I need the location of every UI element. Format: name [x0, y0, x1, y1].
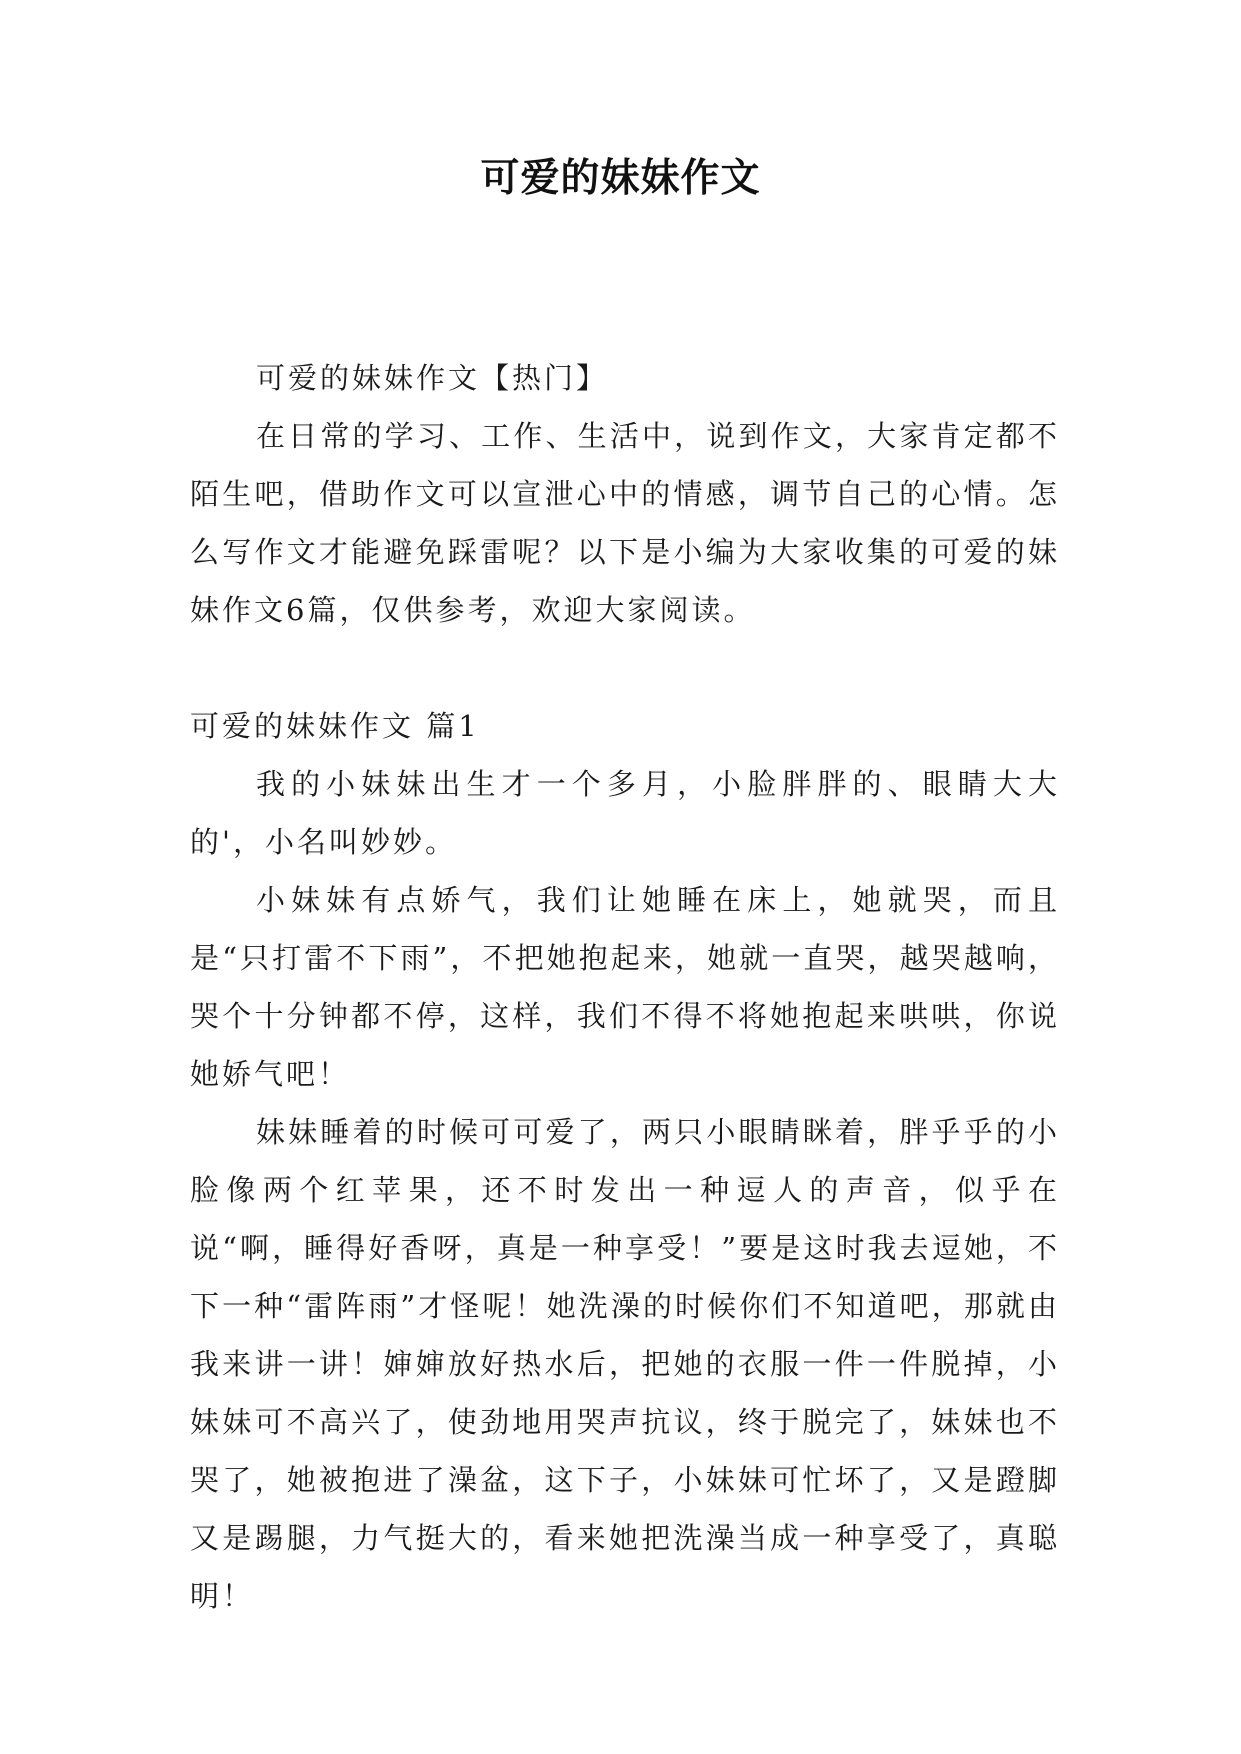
intro-paragraph: 在日常的学习、工作、生活中，说到作文，大家肯定都不陌生吧，借助作文可以宣泄心中的情感，调节自己的心情。怎么写作文才能避免踩雷呢？以下是小编为大家收集的可爱的妹妹作文6篇，仅供参考，欢迎大家阅读。 — [190, 419, 1060, 627]
body-paragraph: 我的小妹妹出生才一个多月，小脸胖胖的、眼睛大大的'，小名叫妙妙。 — [190, 767, 1060, 859]
intro-heading: 可爱的妹妹作文【热门】 — [256, 361, 609, 395]
section-heading: 可爱的妹妹作文 篇1 — [190, 709, 480, 743]
document-body — [190, 349, 1060, 1625]
body-paragraph: 小妹妹有点娇气，我们让她睡在床上，她就哭，而且是“只打雷不下雨”，不把她抱起来，她就一直哭，越哭越响，哭个十分钟都不停，这样，我们不得不将她抱起来哄哄，你说她娇气吧！ — [190, 883, 1060, 1091]
body-paragraph: 妹妹睡着的时候可可爱了，两只小眼睛眯着，胖乎乎的小脸像两个红苹果，还不时发出一种逗人的声音，似乎在说“啊，睡得好香呀，真是一种享受！”要是这时我去逗她，不下一种“雷阵雨”才怪呢！她洗澡的时候你们不知道吧，那就由我来讲一讲！婶婶放好热水后，把她的衣服一件一件脱掉，小妹妹可不高兴了，使劲地用哭声抗议，终于脱完了，妹妹也不哭了，她被抱进了澡盆，这下子，小妹妹可忙坏了，又是蹬脚又是踢腿，力气挺大的，看来她把洗澡当成一种享受了，真聪明！ — [190, 1115, 1060, 1613]
section-spacer — [190, 639, 1060, 697]
document-title: 可爱的妹妹作文 — [480, 156, 761, 201]
